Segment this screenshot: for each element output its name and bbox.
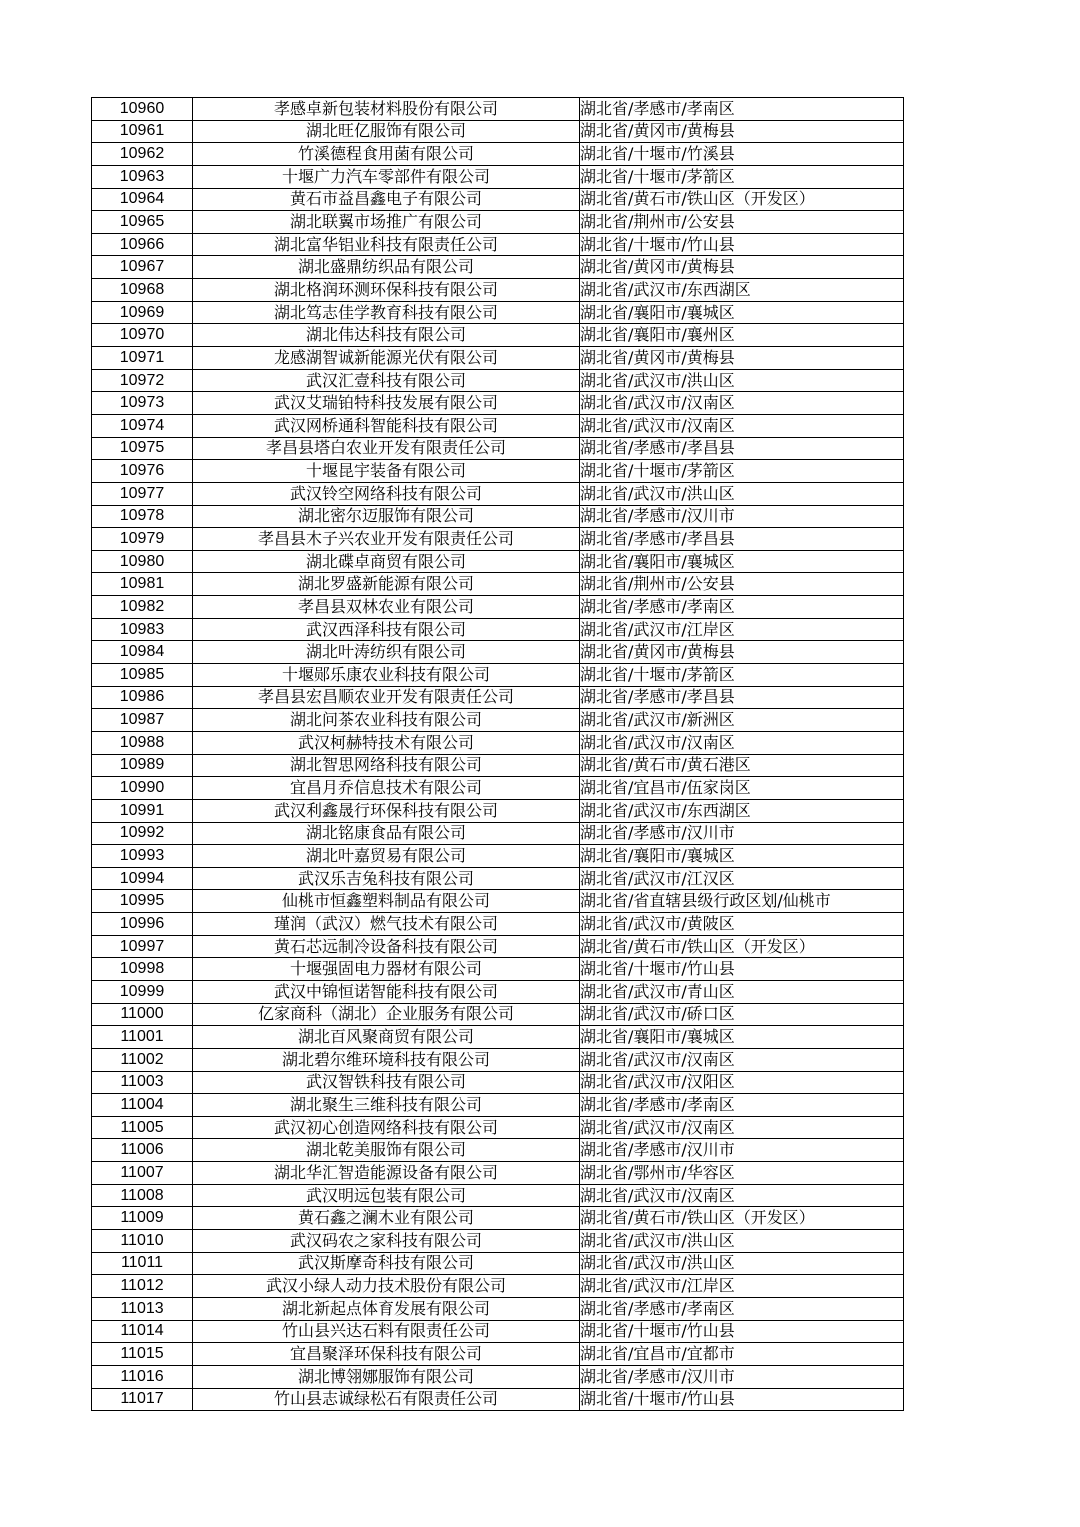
row-id-cell: 10961 bbox=[92, 120, 193, 143]
company-name-cell: 武汉小绿人动力技术股份有限公司 bbox=[193, 1275, 580, 1298]
row-id-cell: 10981 bbox=[92, 573, 193, 596]
table-row bbox=[92, 890, 904, 913]
table-row bbox=[92, 98, 904, 121]
company-name-cell: 武汉西泽科技有限公司 bbox=[193, 618, 580, 641]
row-id-cell: 10974 bbox=[92, 414, 193, 437]
row-id-cell: 10967 bbox=[92, 256, 193, 279]
company-name-cell: 湖北笃志佳学教育科技有限公司 bbox=[193, 301, 580, 324]
region-cell: 湖北省/十堰市/竹山县 bbox=[580, 1320, 904, 1343]
region-cell: 湖北省/黄石市/铁山区（开发区） bbox=[580, 1207, 904, 1230]
company-name-cell: 黄石芯远制冷设备科技有限公司 bbox=[193, 935, 580, 958]
row-id-cell: 10986 bbox=[92, 686, 193, 709]
region-cell: 湖北省/襄阳市/襄州区 bbox=[580, 324, 904, 347]
region-cell: 湖北省/十堰市/茅箭区 bbox=[580, 165, 904, 188]
company-name-cell: 瑾润（武汉）燃气技术有限公司 bbox=[193, 913, 580, 936]
table-row bbox=[92, 1320, 904, 1343]
table-row bbox=[92, 1388, 904, 1411]
row-id-cell: 11014 bbox=[92, 1320, 193, 1343]
row-id-cell: 11002 bbox=[92, 1048, 193, 1071]
region-cell: 湖北省/十堰市/竹溪县 bbox=[580, 143, 904, 166]
region-cell: 湖北省/宜昌市/伍家岗区 bbox=[580, 777, 904, 800]
row-id-cell: 10979 bbox=[92, 528, 193, 551]
table-row bbox=[92, 1026, 904, 1049]
row-id-cell: 10976 bbox=[92, 460, 193, 483]
row-id-cell: 10991 bbox=[92, 799, 193, 822]
region-cell: 湖北省/黄冈市/黄梅县 bbox=[580, 641, 904, 664]
row-id-cell: 10977 bbox=[92, 482, 193, 505]
company-name-cell: 竹山县志诚绿松石有限责任公司 bbox=[193, 1388, 580, 1411]
row-id-cell: 10992 bbox=[92, 822, 193, 845]
row-id-cell: 11015 bbox=[92, 1343, 193, 1366]
table-row bbox=[92, 392, 904, 415]
region-cell: 湖北省/武汉市/汉南区 bbox=[580, 1048, 904, 1071]
region-cell: 湖北省/襄阳市/襄城区 bbox=[580, 301, 904, 324]
company-name-cell: 湖北旺亿服饰有限公司 bbox=[193, 120, 580, 143]
region-cell: 湖北省/武汉市/江岸区 bbox=[580, 1275, 904, 1298]
table-row bbox=[92, 1184, 904, 1207]
row-id-cell: 10990 bbox=[92, 777, 193, 800]
region-cell: 湖北省/武汉市/新洲区 bbox=[580, 709, 904, 732]
row-id-cell: 10973 bbox=[92, 392, 193, 415]
table-row bbox=[92, 686, 904, 709]
company-name-cell: 武汉铃空网络科技有限公司 bbox=[193, 482, 580, 505]
region-cell: 湖北省/荆州市/公安县 bbox=[580, 211, 904, 234]
row-id-cell: 10988 bbox=[92, 731, 193, 754]
region-cell: 湖北省/武汉市/洪山区 bbox=[580, 369, 904, 392]
row-id-cell: 10970 bbox=[92, 324, 193, 347]
row-id-cell: 10963 bbox=[92, 165, 193, 188]
region-cell: 湖北省/武汉市/汉南区 bbox=[580, 731, 904, 754]
row-id-cell: 11006 bbox=[92, 1139, 193, 1162]
region-cell: 湖北省/十堰市/竹山县 bbox=[580, 958, 904, 981]
row-id-cell: 10980 bbox=[92, 550, 193, 573]
company-name-cell: 十堰郧乐康农业科技有限公司 bbox=[193, 664, 580, 687]
region-cell: 湖北省/武汉市/东西湖区 bbox=[580, 279, 904, 302]
region-cell: 湖北省/十堰市/竹山县 bbox=[580, 233, 904, 256]
region-cell: 湖北省/孝感市/孝南区 bbox=[580, 596, 904, 619]
table-row bbox=[92, 1094, 904, 1117]
region-cell: 湖北省/武汉市/江汉区 bbox=[580, 867, 904, 890]
row-id-cell: 10962 bbox=[92, 143, 193, 166]
region-cell: 湖北省/十堰市/茅箭区 bbox=[580, 460, 904, 483]
row-id-cell: 10999 bbox=[92, 980, 193, 1003]
table-row bbox=[92, 233, 904, 256]
table-row bbox=[92, 482, 904, 505]
row-id-cell: 11016 bbox=[92, 1365, 193, 1388]
row-id-cell: 10998 bbox=[92, 958, 193, 981]
row-id-cell: 11013 bbox=[92, 1297, 193, 1320]
table-row bbox=[92, 1116, 904, 1139]
table-row bbox=[92, 1297, 904, 1320]
region-cell: 湖北省/荆州市/公安县 bbox=[580, 573, 904, 596]
region-cell: 湖北省/孝感市/孝南区 bbox=[580, 1094, 904, 1117]
region-cell: 湖北省/武汉市/硚口区 bbox=[580, 1003, 904, 1026]
table-row bbox=[92, 188, 904, 211]
company-name-cell: 湖北叶涛纺织有限公司 bbox=[193, 641, 580, 664]
region-cell: 湖北省/孝感市/孝南区 bbox=[580, 1297, 904, 1320]
row-id-cell: 11011 bbox=[92, 1252, 193, 1275]
row-id-cell: 11001 bbox=[92, 1026, 193, 1049]
company-name-cell: 龙感湖智诚新能源光伏有限公司 bbox=[193, 347, 580, 370]
table-row bbox=[92, 935, 904, 958]
table-row bbox=[92, 165, 904, 188]
table-row bbox=[92, 437, 904, 460]
company-name-cell: 武汉网桥通科智能科技有限公司 bbox=[193, 414, 580, 437]
company-name-cell: 湖北百风聚商贸有限公司 bbox=[193, 1026, 580, 1049]
row-id-cell: 11009 bbox=[92, 1207, 193, 1230]
company-name-cell: 孝昌县宏昌顺农业开发有限责任公司 bbox=[193, 686, 580, 709]
table-row bbox=[92, 980, 904, 1003]
company-name-cell: 武汉柯赫特技术有限公司 bbox=[193, 731, 580, 754]
row-id-cell: 11007 bbox=[92, 1162, 193, 1185]
row-id-cell: 10971 bbox=[92, 347, 193, 370]
row-id-cell: 10987 bbox=[92, 709, 193, 732]
region-cell: 湖北省/孝感市/汉川市 bbox=[580, 505, 904, 528]
company-name-cell: 湖北新起点体育发展有限公司 bbox=[193, 1297, 580, 1320]
row-id-cell: 10969 bbox=[92, 301, 193, 324]
company-name-cell: 湖北乾美服饰有限公司 bbox=[193, 1139, 580, 1162]
table-row bbox=[92, 573, 904, 596]
company-name-cell: 武汉中锦恒诺智能科技有限公司 bbox=[193, 980, 580, 1003]
region-cell: 湖北省/十堰市/茅箭区 bbox=[580, 664, 904, 687]
row-id-cell: 10975 bbox=[92, 437, 193, 460]
table-row bbox=[92, 301, 904, 324]
table-row bbox=[92, 618, 904, 641]
row-id-cell: 10984 bbox=[92, 641, 193, 664]
table-row bbox=[92, 1343, 904, 1366]
table-row bbox=[92, 913, 904, 936]
company-name-cell: 湖北博翎娜服饰有限公司 bbox=[193, 1365, 580, 1388]
table-row bbox=[92, 1207, 904, 1230]
row-id-cell: 11003 bbox=[92, 1071, 193, 1094]
table-row bbox=[92, 1071, 904, 1094]
table-row bbox=[92, 143, 904, 166]
table-row bbox=[92, 709, 904, 732]
company-name-cell: 湖北伟达科技有限公司 bbox=[193, 324, 580, 347]
region-cell: 湖北省/孝感市/孝昌县 bbox=[580, 528, 904, 551]
row-id-cell: 11012 bbox=[92, 1275, 193, 1298]
region-cell: 湖北省/襄阳市/襄城区 bbox=[580, 550, 904, 573]
company-name-cell: 湖北碧尔维环境科技有限公司 bbox=[193, 1048, 580, 1071]
row-id-cell: 10966 bbox=[92, 233, 193, 256]
company-name-cell: 十堰广力汽车零部件有限公司 bbox=[193, 165, 580, 188]
company-name-cell: 孝感卓新包装材料股份有限公司 bbox=[193, 98, 580, 121]
region-cell: 湖北省/十堰市/竹山县 bbox=[580, 1388, 904, 1411]
table-row bbox=[92, 1162, 904, 1185]
row-id-cell: 10965 bbox=[92, 211, 193, 234]
table-row bbox=[92, 324, 904, 347]
company-name-cell: 湖北铭康食品有限公司 bbox=[193, 822, 580, 845]
company-name-cell: 湖北叶嘉贸易有限公司 bbox=[193, 845, 580, 868]
table-row bbox=[92, 211, 904, 234]
company-name-cell: 武汉智铁科技有限公司 bbox=[193, 1071, 580, 1094]
company-name-cell: 宜昌聚泽环保科技有限公司 bbox=[193, 1343, 580, 1366]
table-row bbox=[92, 641, 904, 664]
company-name-cell: 宜昌月乔信息技术有限公司 bbox=[193, 777, 580, 800]
company-name-cell: 武汉斯摩奇科技有限公司 bbox=[193, 1252, 580, 1275]
region-cell: 湖北省/武汉市/东西湖区 bbox=[580, 799, 904, 822]
table-row bbox=[92, 460, 904, 483]
region-cell: 湖北省/武汉市/青山区 bbox=[580, 980, 904, 1003]
company-name-cell: 竹山县兴达石料有限责任公司 bbox=[193, 1320, 580, 1343]
row-id-cell: 10960 bbox=[92, 98, 193, 121]
company-registry-table bbox=[91, 97, 904, 1411]
region-cell: 湖北省/黄石市/铁山区（开发区） bbox=[580, 188, 904, 211]
region-cell: 湖北省/鄂州市/华容区 bbox=[580, 1162, 904, 1185]
table-row bbox=[92, 731, 904, 754]
company-name-cell: 十堰强固电力器材有限公司 bbox=[193, 958, 580, 981]
company-name-cell: 湖北华汇智造能源设备有限公司 bbox=[193, 1162, 580, 1185]
table-row bbox=[92, 958, 904, 981]
region-cell: 湖北省/襄阳市/襄城区 bbox=[580, 845, 904, 868]
region-cell: 湖北省/省直辖县级行政区划/仙桃市 bbox=[580, 890, 904, 913]
region-cell: 湖北省/黄石市/铁山区（开发区） bbox=[580, 935, 904, 958]
region-cell: 湖北省/武汉市/汉南区 bbox=[580, 1184, 904, 1207]
region-cell: 湖北省/武汉市/江岸区 bbox=[580, 618, 904, 641]
table-row bbox=[92, 347, 904, 370]
table-row bbox=[92, 777, 904, 800]
company-name-cell: 湖北盛鼎纺织品有限公司 bbox=[193, 256, 580, 279]
region-cell: 湖北省/黄冈市/黄梅县 bbox=[580, 256, 904, 279]
table-row bbox=[92, 550, 904, 573]
company-name-cell: 湖北联翼市场推广有限公司 bbox=[193, 211, 580, 234]
table-row bbox=[92, 1252, 904, 1275]
table-row bbox=[92, 505, 904, 528]
table-row bbox=[92, 845, 904, 868]
region-cell: 湖北省/武汉市/洪山区 bbox=[580, 482, 904, 505]
region-cell: 湖北省/武汉市/黄陂区 bbox=[580, 913, 904, 936]
table-row bbox=[92, 369, 904, 392]
region-cell: 湖北省/孝感市/汉川市 bbox=[580, 822, 904, 845]
row-id-cell: 10968 bbox=[92, 279, 193, 302]
row-id-cell: 11010 bbox=[92, 1230, 193, 1253]
table-row bbox=[92, 1003, 904, 1026]
region-cell: 湖北省/孝感市/汉川市 bbox=[580, 1365, 904, 1388]
table-row bbox=[92, 822, 904, 845]
company-name-cell: 孝昌县木子兴农业开发有限责任公司 bbox=[193, 528, 580, 551]
table-row bbox=[92, 1365, 904, 1388]
region-cell: 湖北省/孝感市/孝昌县 bbox=[580, 686, 904, 709]
region-cell: 湖北省/武汉市/汉阳区 bbox=[580, 1071, 904, 1094]
company-name-cell: 湖北富华铝业科技有限责任公司 bbox=[193, 233, 580, 256]
row-id-cell: 10995 bbox=[92, 890, 193, 913]
row-id-cell: 10997 bbox=[92, 935, 193, 958]
region-cell: 湖北省/武汉市/汉南区 bbox=[580, 1116, 904, 1139]
table-row bbox=[92, 867, 904, 890]
row-id-cell: 10985 bbox=[92, 664, 193, 687]
table-row bbox=[92, 256, 904, 279]
company-name-cell: 湖北密尔迈服饰有限公司 bbox=[193, 505, 580, 528]
table-row bbox=[92, 1139, 904, 1162]
table-row bbox=[92, 1048, 904, 1071]
table-body bbox=[92, 98, 904, 1411]
company-name-cell: 湖北碟卓商贸有限公司 bbox=[193, 550, 580, 573]
row-id-cell: 11008 bbox=[92, 1184, 193, 1207]
table-row bbox=[92, 754, 904, 777]
company-name-cell: 武汉艾瑞铂特科技发展有限公司 bbox=[193, 392, 580, 415]
company-name-cell: 黄石市益昌鑫电子有限公司 bbox=[193, 188, 580, 211]
company-name-cell: 竹溪德程食用菌有限公司 bbox=[193, 143, 580, 166]
row-id-cell: 11000 bbox=[92, 1003, 193, 1026]
table-row bbox=[92, 120, 904, 143]
company-name-cell: 武汉汇壹科技有限公司 bbox=[193, 369, 580, 392]
row-id-cell: 10978 bbox=[92, 505, 193, 528]
region-cell: 湖北省/孝感市/孝昌县 bbox=[580, 437, 904, 460]
region-cell: 湖北省/宜昌市/宜都市 bbox=[580, 1343, 904, 1366]
row-id-cell: 10994 bbox=[92, 867, 193, 890]
row-id-cell: 10972 bbox=[92, 369, 193, 392]
company-name-cell: 湖北罗盛新能源有限公司 bbox=[193, 573, 580, 596]
table-row bbox=[92, 664, 904, 687]
region-cell: 湖北省/黄石市/黄石港区 bbox=[580, 754, 904, 777]
company-name-cell: 湖北问茶农业科技有限公司 bbox=[193, 709, 580, 732]
company-name-cell: 十堰昆宇装备有限公司 bbox=[193, 460, 580, 483]
row-id-cell: 11017 bbox=[92, 1388, 193, 1411]
company-name-cell: 孝昌县双林农业有限公司 bbox=[193, 596, 580, 619]
table-row bbox=[92, 414, 904, 437]
region-cell: 湖北省/黄冈市/黄梅县 bbox=[580, 120, 904, 143]
company-name-cell: 亿家商科（湖北）企业服务有限公司 bbox=[193, 1003, 580, 1026]
table-row bbox=[92, 799, 904, 822]
row-id-cell: 11005 bbox=[92, 1116, 193, 1139]
company-name-cell: 湖北聚生三维科技有限公司 bbox=[193, 1094, 580, 1117]
region-cell: 湖北省/孝感市/孝南区 bbox=[580, 98, 904, 121]
row-id-cell: 10989 bbox=[92, 754, 193, 777]
table-row bbox=[92, 596, 904, 619]
table-row bbox=[92, 279, 904, 302]
row-id-cell: 10996 bbox=[92, 913, 193, 936]
region-cell: 湖北省/武汉市/洪山区 bbox=[580, 1252, 904, 1275]
company-name-cell: 湖北智思网络科技有限公司 bbox=[193, 754, 580, 777]
region-cell: 湖北省/武汉市/洪山区 bbox=[580, 1230, 904, 1253]
region-cell: 湖北省/孝感市/汉川市 bbox=[580, 1139, 904, 1162]
company-name-cell: 黄石鑫之澜木业有限公司 bbox=[193, 1207, 580, 1230]
company-name-cell: 孝昌县塔白农业开发有限责任公司 bbox=[193, 437, 580, 460]
row-id-cell: 10983 bbox=[92, 618, 193, 641]
region-cell: 湖北省/武汉市/汉南区 bbox=[580, 392, 904, 415]
region-cell: 湖北省/黄冈市/黄梅县 bbox=[580, 347, 904, 370]
company-name-cell: 武汉明远包装有限公司 bbox=[193, 1184, 580, 1207]
table-row bbox=[92, 1275, 904, 1298]
table-row bbox=[92, 528, 904, 551]
company-name-cell: 武汉码农之家科技有限公司 bbox=[193, 1230, 580, 1253]
row-id-cell: 10982 bbox=[92, 596, 193, 619]
region-cell: 湖北省/武汉市/汉南区 bbox=[580, 414, 904, 437]
company-name-cell: 武汉乐吉兔科技有限公司 bbox=[193, 867, 580, 890]
table-row bbox=[92, 1230, 904, 1253]
company-name-cell: 武汉利鑫晟行环保科技有限公司 bbox=[193, 799, 580, 822]
row-id-cell: 10964 bbox=[92, 188, 193, 211]
row-id-cell: 11004 bbox=[92, 1094, 193, 1117]
company-name-cell: 湖北格润环测环保科技有限公司 bbox=[193, 279, 580, 302]
company-name-cell: 武汉初心创造网络科技有限公司 bbox=[193, 1116, 580, 1139]
row-id-cell: 10993 bbox=[92, 845, 193, 868]
company-name-cell: 仙桃市恒鑫塑料制品有限公司 bbox=[193, 890, 580, 913]
region-cell: 湖北省/襄阳市/襄城区 bbox=[580, 1026, 904, 1049]
